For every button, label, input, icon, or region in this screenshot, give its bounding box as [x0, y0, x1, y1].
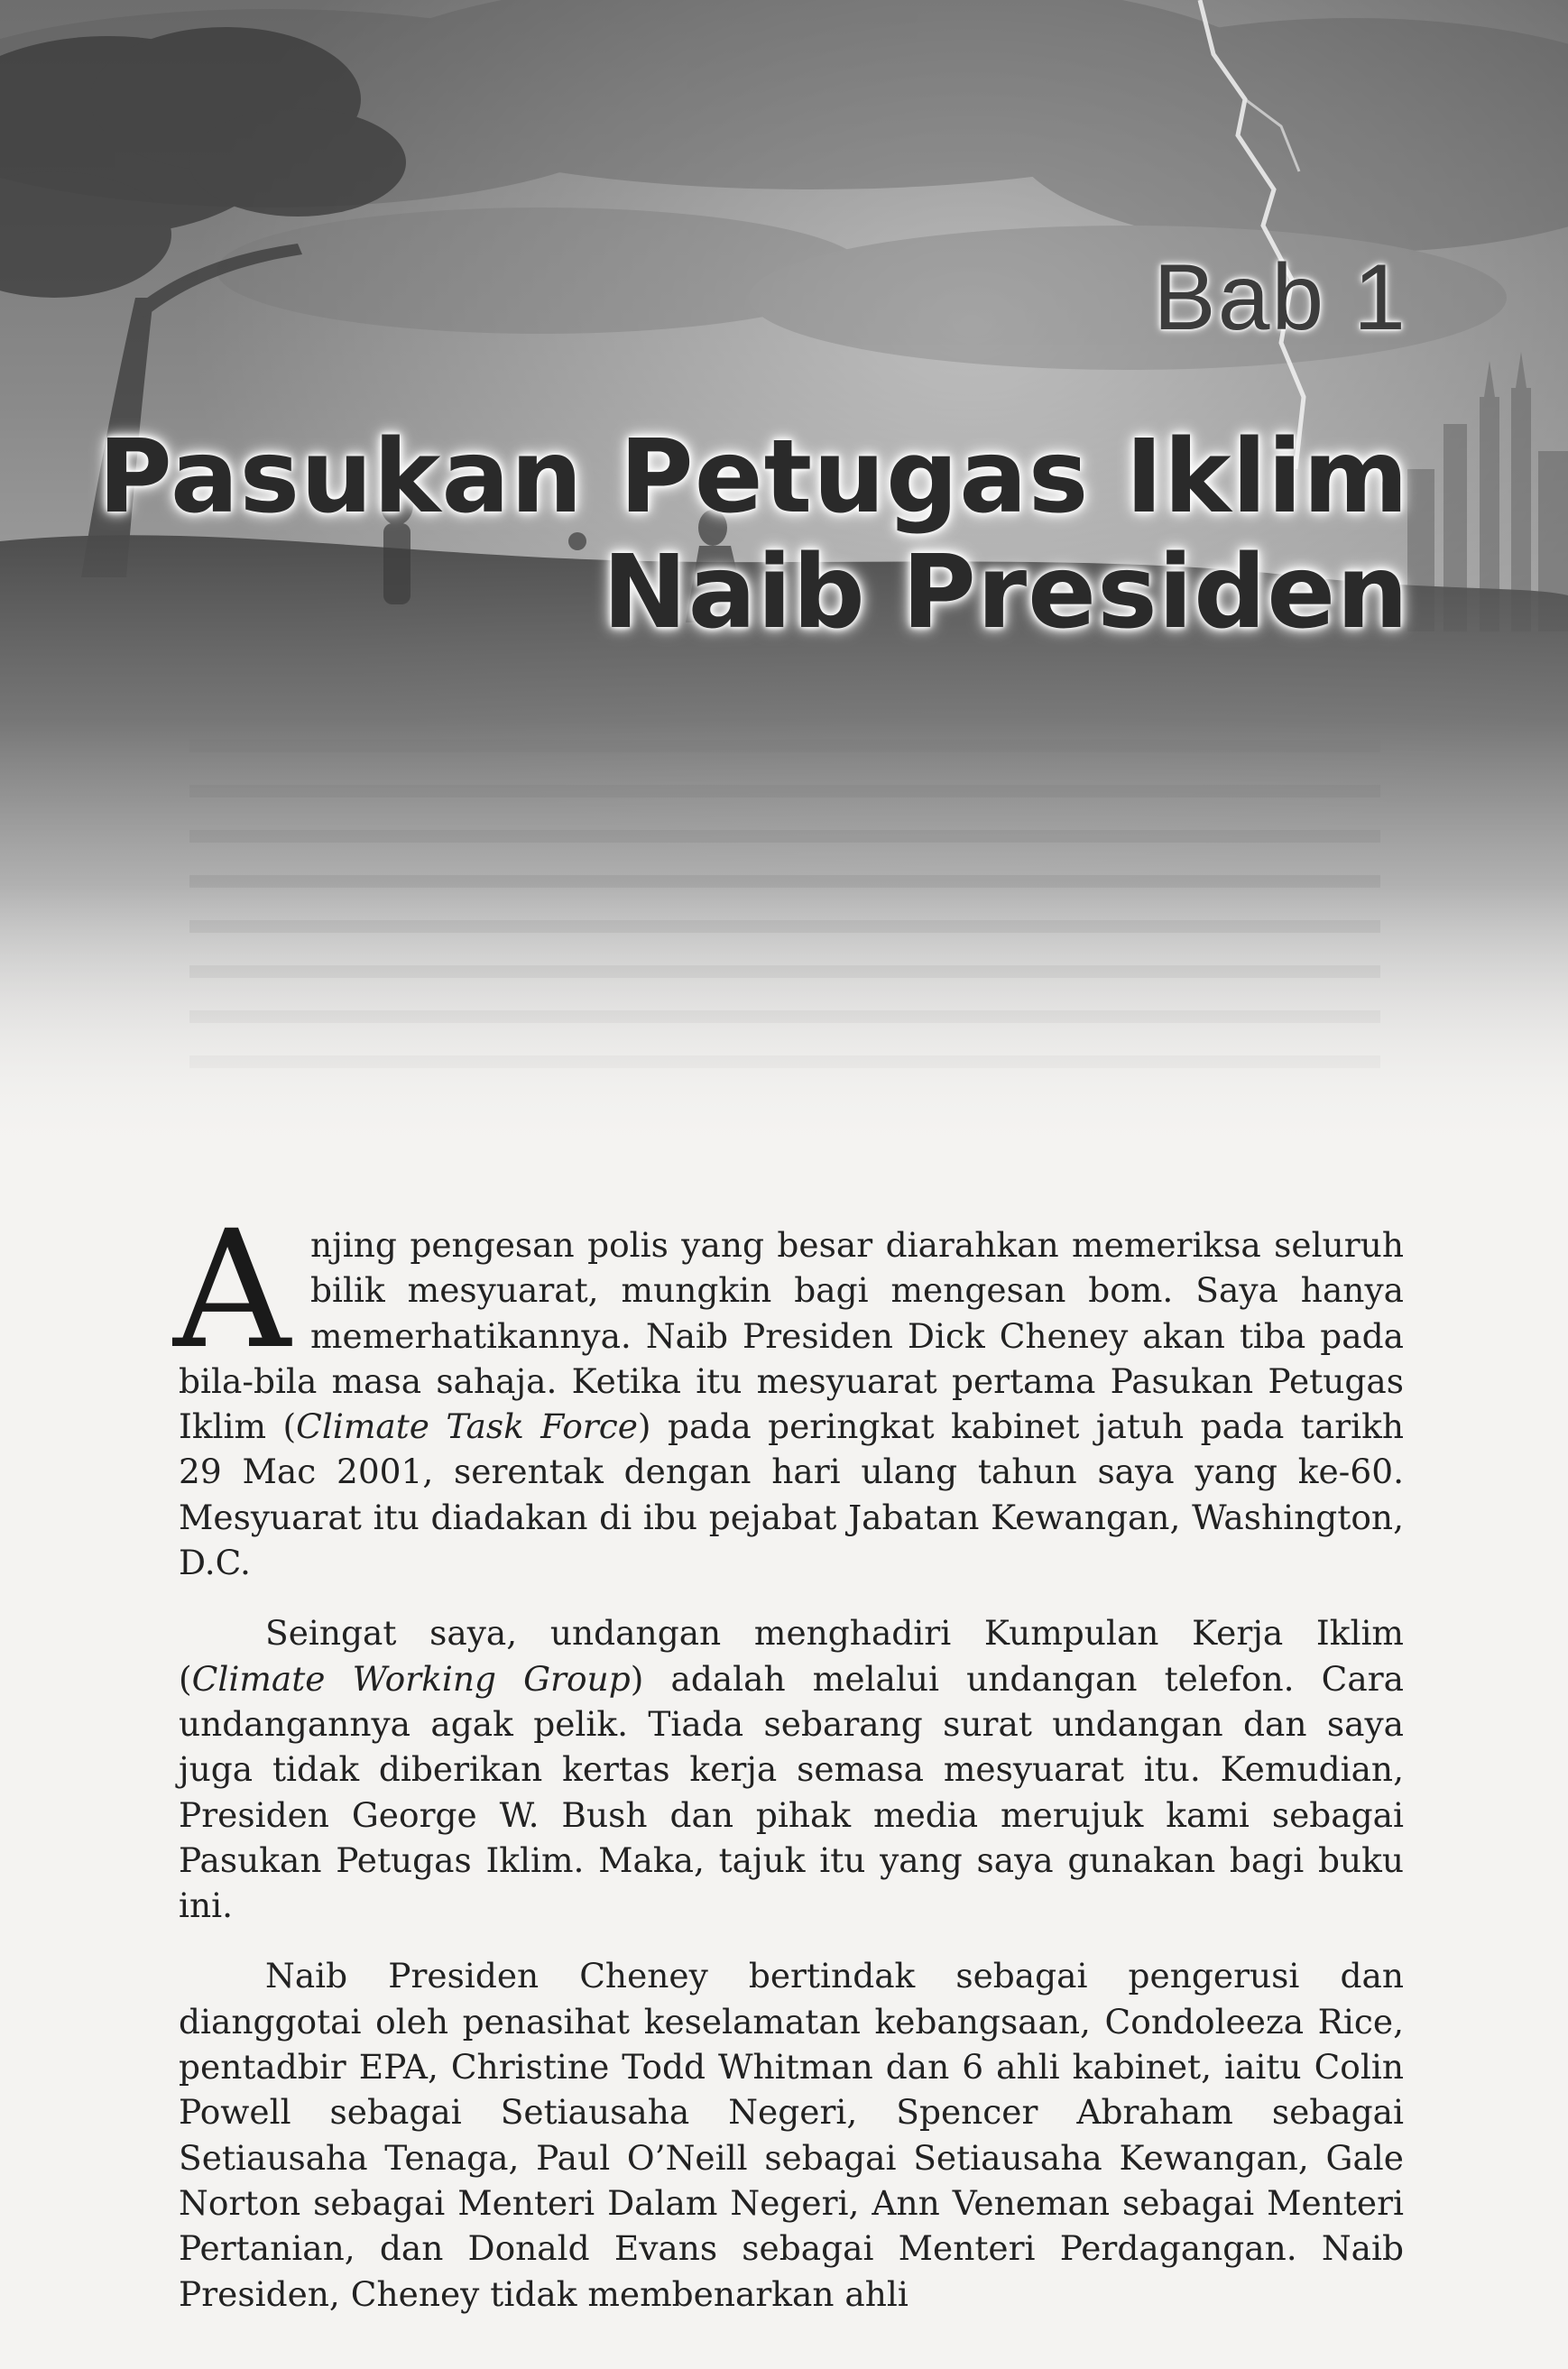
chapter-title-line-1: Pasukan Petugas Iklim	[97, 419, 1409, 536]
paragraph-1-italic-term: Climate Task Force	[296, 1406, 638, 1447]
paragraph-2	[179, 1610, 1404, 1928]
paragraph-1-text-a: njing pengesan polis yang besar diarahkan memeriksa seluruh bilik mesyuarat, mungkin bagi mengesan bom. Saya hanya memerhatikannya. Naib Presiden Dick Cheney akan tiba pada bila-bila masa sahaja. Ketika itu mesyuarat pertama Pasukan Petugas Iklim (	[179, 1225, 1404, 1447]
paragraph-1-text-c: ) pada peringkat kabinet jatuh pada tarikh 29 Mac 2001, serentak dengan hari ulang tahun saya yang ke-60. Mesyuarat itu diadakan di ibu pejabat Jabatan Kewangan, Washington, D.C.	[179, 1406, 1404, 1583]
drop-cap: A	[173, 1196, 291, 1385]
paragraph-1	[173, 1196, 1404, 1585]
chapter-title	[98, 419, 1409, 650]
paragraph-2-text-c: ) adalah melalui undangan telefon. Cara undangannya agak pelik. Tiada sebarang surat undangan dan saya juga tidak diberikan kertas kerja semasa mesyuarat itu. Kemudian, Presiden George W. Bush dan pihak media merujuk kami sebagai Pasukan Petugas Iklim. Maka, tajuk itu yang saya gunakan bagi buku ini.	[179, 1658, 1404, 1926]
paragraph-2-text-a: Seingat saya, undangan menghadiri Kumpulan Kerja Iklim (	[179, 1613, 1404, 1699]
chapter-number: Bab 1	[1153, 245, 1407, 350]
chapter-body	[173, 1196, 1404, 2342]
chapter-title-line-2: Naib Presiden	[602, 534, 1409, 651]
paragraph-3: Naib Presiden Cheney bertindak sebagai pengerusi dan dianggotai oleh penasihat keselamatan kebangsaan, Condoleeza Rice, pentadbir EPA, Christine Todd Whitman dan 6 ahli kabinet, iaitu Colin Powell sebagai Setiausaha Negeri, Spencer Abraham sebagai Setiausaha Tenaga, Paul O’Neill sebagai Setiausaha Kewangan, Gale Norton sebagai Menteri Dalam Negeri, Ann Veneman sebagai Menteri Pertanian, dan Donald Evans sebagai Menteri Perdagangan. Naib Presiden, Cheney tidak membenarkan ahli	[179, 1956, 1404, 2314]
paragraph-2-italic-term: Climate Working Group	[191, 1658, 631, 1699]
chapter-header-illustration	[0, 0, 1568, 1155]
